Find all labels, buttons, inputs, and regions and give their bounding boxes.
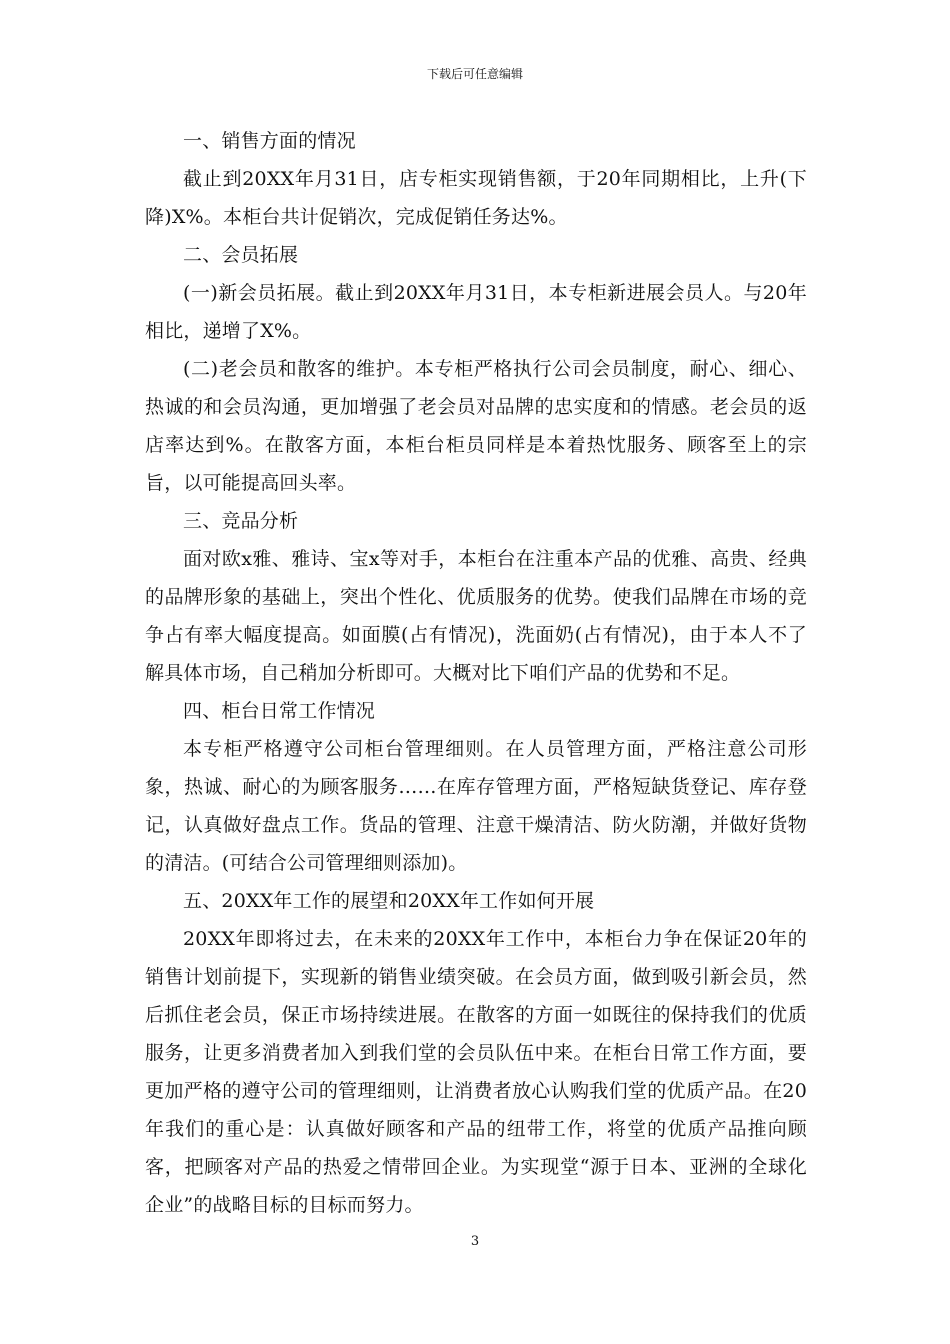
page-header: 下载后可任意编辑 bbox=[426, 67, 523, 81]
section-heading-outlook: 五、20XX年工作的展望和20XX年工作如何开展 bbox=[183, 890, 595, 912]
section-heading-sales: 一、销售方面的情况 bbox=[183, 130, 356, 152]
section-heading-members: 二、会员拓展 bbox=[183, 244, 299, 266]
paragraph-old-members: (二)老会员和散客的维护。本专柜严格执行公司会员制度，耐心、细心、热诚的和会员沟通，更加增强了老会员对品牌的忠实度和的情感。老会员的返店率达到%。在散客方面，本柜台柜员同样是本着热忱服务、顾客至上的宗旨，以可能提高回头率。 bbox=[145, 358, 807, 494]
paragraph-sales: 截止到20XX年月31日，店专柜实现销售额，于20年同期相比，上升(下降)X%。本柜台共计促销次，完成促销任务达%。 bbox=[145, 168, 807, 228]
paragraph-outlook: 20XX年即将过去，在未来的20XX年工作中，本柜台力争在保证20年的销售计划前提下，实现新的销售业绩突破。在会员方面，做到吸引新会员，然后抓住老会员，保正市场持续进展。在散客的方面一如既往的保持我们的优质服务，让更多消费者加入到我们堂的会员队伍中来。在柜台日常工作方面，要更加严格的遵守公司的管理细则，让消费者放心认购我们堂的优质产品。在20年我们的重心是：认真做好顾客和产品的纽带工作，将堂的优质产品推向顾客，把顾客对产品的热爱之情带回企业。为实现堂“源于日本、亚洲的全球化企业”的战略目标的目标而努力。 bbox=[145, 928, 807, 1216]
document-body bbox=[145, 122, 807, 1224]
paragraph-competitors: 面对欧x雅、雅诗、宝x等对手，本柜台在注重本产品的优雅、高贵、经典的品牌形象的基础上，突出个性化、优质服务的优势。使我们品牌在市场的竞争占有率大幅度提高。如面膜(占有情况)，洗面奶(占有情况)，由于本人不了解具体市场，自己稍加分析即可。大概对比下咱们产品的优势和不足。 bbox=[145, 548, 807, 684]
page-number: 3 bbox=[470, 1234, 480, 1249]
paragraph-daily-work: 本专柜严格遵守公司柜台管理细则。在人员管理方面，严格注意公司形象，热诚、耐心的为顾客服务……在库存管理方面，严格短缺货登记、库存登记，认真做好盘点工作。货品的管理、注意干燥清洁、防火防潮，并做好货物的清洁。(可结合公司管理细则添加)。 bbox=[145, 738, 807, 874]
paragraph-new-members: (一)新会员拓展。截止到20XX年月31日，本专柜新进展会员人。与20年相比，递增了X%。 bbox=[145, 282, 807, 342]
section-heading-competitors: 三、竞品分析 bbox=[183, 510, 299, 532]
section-heading-daily-work: 四、柜台日常工作情况 bbox=[183, 700, 376, 722]
